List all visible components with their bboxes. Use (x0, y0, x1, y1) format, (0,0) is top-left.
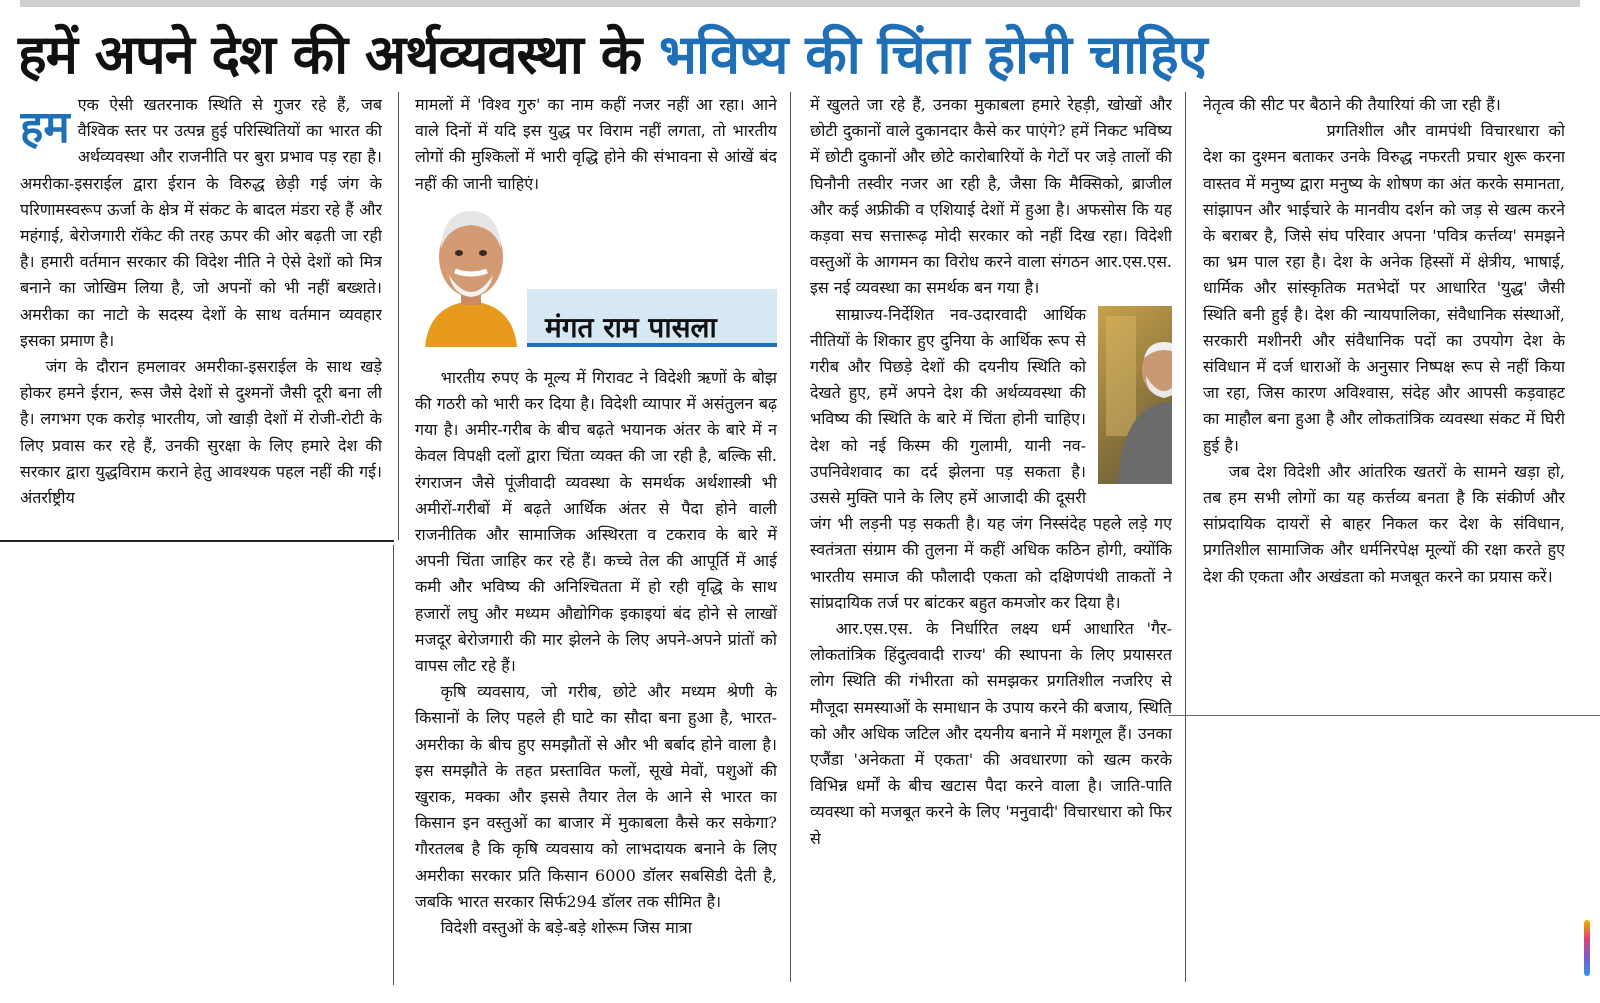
column-rule-1 (398, 92, 399, 540)
paragraph: साम्राज्य-निर्देशित नव-उदारवादी आर्थिक नीतियों के शिकार हुए दुनिया के आर्थिक रूप से गरीब और पिछड़े देशों की दयनीय स्थिति को देखते हुए, हमें अपने देश की अर्थव्यवस्था की भविष्य की स्थिति के बारे में चिंता होनी चाहिए। देश को नई किस्म की गुलामी, यानी नव-उपनिवेशवाद का दर्द झेलना पड़ सकता है। उससे मुक्ति पाने के लिए हमें आजादी की दूसरी जंग भी लड़नी पड़ सकती है। यह जंग निस्संदेह पहले लड़े गए स्वतंत्रता संग्राम की तुलना में कहीं अधिक कठिन होगी, क्योंकि भारतीय समाज की फौलादी एकता को दक्षिणपंथी ताकतों ने सांप्रदायिक तर्ज पर बांटकर बहुत कमजोर कर दिया है। (810, 304, 1172, 612)
paragraph: में खुलते जा रहे हैं, उनका मुकाबला हमारे रेहड़ी, खोखों और छोटी दुकानों वाले दुकानदार कैसे कर पाएंगे? हमें निकट भविष्य में छोटी दुकानों और छोटे कारोबारियों के गेटों पर जड़े तालों की घिनौनी तस्वीर नजर आ रही है, जैसा कि मैक्सिको, ब्राजील और कई अफ्रीकी व एशियाई देशों में हुआ है। अफसोस कि यह कड़वा सच सत्तारूढ़ मोदी सरकार को नहीं दिख रहा। विदेशी वस्तुओं के आगमन का विरोध करने वाला संगठन आर.एस.एस. इस नई व्यवस्था का समर्थक बन गया है। (810, 95, 1172, 298)
headline-part-1: हमें अपने देश की अर्थव्यवस्था के (18, 23, 642, 86)
scroll-indicator (1584, 920, 1590, 976)
leaders-embrace-photo-icon (1098, 306, 1172, 484)
column-rule-1b (393, 545, 394, 985)
paragraph: जंग के दौरान हमलावर अमरीका-इसराईल के साथ खड़े होकर हमने ईरान, रूस जैसे देशों से दुश्मनों जैसी दूरी बना ली है। लगभग एक करोड़ भारतीय, जो खाड़ी देशों में रोजी-रोटी के लिए प्रवास कर रहे हैं, उनकी सुरक्षा के लिए हमारे देश की सरकार द्वारा युद्धविराम कराने हेतु आवश्यक पहल नहीं की गई। अंतर्राष्ट्रीय (20, 357, 382, 508)
paragraph: विदेशी वस्तुओं के बड़े-बड़े शोरूम जिस मात्रा (440, 918, 692, 938)
news-photo (1098, 306, 1172, 484)
article-column-4 (1203, 92, 1565, 712)
drop-cap: हम (20, 102, 70, 153)
headline (18, 20, 1588, 90)
author-byline (415, 197, 777, 357)
article-column-2 (415, 92, 777, 990)
column-rule-3 (1185, 92, 1186, 982)
author-name: मंगत राम पासला (545, 310, 717, 344)
top-rule (20, 0, 1580, 7)
section-rule-right (1168, 715, 1600, 716)
paragraph: कृषि व्यवसाय, जो गरीब, छोटे और मध्यम श्रेणी के किसानों के लिए पहले ही घाटे का सौदा बना हुआ है, भारत-अमरीका के बीच हुए समझौतों से और भी बर्बाद होने वाला है। इस समझौते के तहत प्रस्तावित फलों, सूखे मेवों, पशुओं की खुराक, मक्का और इससे तैयार तेल के आने से भारत का किसान इन वस्तुओं का बाजार में मुकाबला कैसे कर सकेगा? गौरतलब है कि कृषि व्यवसाय को लाभदायक बनाने के लिए अमरीका सरकार प्रति किसान 6000 डॉलर सबसिडी देती है, जबकि भारत सरकार सिर्फ294 डॉलर तक सीमित है। (415, 682, 777, 911)
paragraph: भारतीय रुपए के मूल्य में गिरावट ने विदेशी ऋणों के बोझ की गठरी को भारी कर दिया है। विदेशी व्यापार में असंतुलन बढ़ गया है। अमीर-गरीब के बीच बढ़ते भयानक अंतर के बारे में न केवल विपक्षी दलों द्वारा चिंता व्यक्त की जा रही है, बल्कि सी. रंगराजन जैसे पूंजीवादी व्यवस्था के समर्थक अर्थशास्त्री भी अमीरों-गरीबों में बढ़ते आर्थिक अंतर से पैदा होने वाली राजनीतिक और सामाजिक अस्थिरता व टकराव के बारे में अपनी चिंता जाहिर कर रहे हैं। कच्चे तेल की आपूर्ति में आई कमी और भविष्य की अनिश्चितता में हो रही वृद्धि के साथ हजारों लघु और मध्यम औद्योगिक इकाइयां बंद होने से लाखों मजदूर बेरोजगारी की मार झेलने के लिए अपने-अपने प्रांतों को वापस लौट रहे हैं। (415, 367, 777, 676)
paragraph: एक ऐसी खतरनाक स्थिति से गुजर रहे हैं, जब वैश्विक स्तर पर उत्पन्न हुई परिस्थितियों का भारत की अर्थव्यवस्था और राजनीति पर बुरा प्रभाव पड़ रहा है। अमरीका-इसराईल द्वारा ईरान के विरुद्ध छेड़ी गई जंग के परिणामस्वरूप ऊर्जा के क्षेत्र में संकट के बादल मंडरा रहे हैं और महंगाई, बेरोजगारी रॉकेट की तरह ऊपर की ओर बढ़ती जा रही है। हमारी वर्तमान सरकार की विदेश नीति ने ऐसे देशों को मित्र बनाने का जोखिम लिया है, जो अपनों को भी नहीं बख्शते। अमरीका का नाटो के सदस्य देशों के साथ वर्तमान व्यवहार इसका प्रमाण है। (20, 95, 382, 350)
column-rule-2 (790, 92, 791, 982)
article-column-1 (20, 92, 382, 538)
author-portrait-icon (415, 197, 527, 347)
paragraph: मामलों में 'विश्व गुरु' का नाम कहीं नजर नहीं आ रहा। आने वाले दिनों में यदि इस युद्ध पर विराम नहीं लगता, तो भारतीय लोगों की मुश्किलों में भारी वृद्धि होने की संभावना से आंखें बंद नहीं की जानी चाहिएं। (415, 95, 777, 193)
paragraph: नेतृत्व की सीट पर बैठाने की तैयारियां की जा रही हैं। (1203, 95, 1501, 114)
headline-part-2: भविष्य की चिंता होनी चाहिए (659, 23, 1207, 86)
article-column-3 (810, 92, 1172, 990)
paragraph: आर.एस.एस. के निर्धारित लक्ष्य धर्म आधारित 'गैर-लोकतांत्रिक हिंदुत्ववादी राज्य' की स्थापना के लिए प्रयासरत लोग स्थिति की गंभीरता को समझकर प्रगतिशील नजरिए से मौजूदा समस्याओं के समाधान के उपाय करने की बजाय, स्थिति को और अधिक जटिल और दयनीय बनाने में मशगूल हैं। उनका एजैंडा 'अनेकता में एकता' की अवधारणा को खत्म करके विभिन्न धर्मों के बीच खटास पैदा करने वाला है। जाति-पाति व्यवस्था को मजबूत करने के लिए 'मनुवादी' विचारधारा को फिर से (810, 619, 1172, 848)
section-rule-left (0, 540, 394, 542)
paragraph: जब देश विदेशी और आंतरिक खतरों के सामने खड़ा हो, तब हम सभी लोगों का यह कर्त्तव्य बनता है कि संकीर्ण और सांप्रदायिक दायरों से बाहर निकल कर देश के संविधान, प्रगतिशील सामाजिक और धर्मनिरपेक्ष मूल्यों की रक्षा करते हुए देश की एकता और अखंडता को मजबूत करने का प्रयास करें। (1203, 461, 1565, 586)
paragraph: प्रगतिशील और वामपंथी विचारधारा को देश का दुश्मन बताकर उनके विरुद्ध नफरती प्रचार शुरू करना वास्तव में मनुष्य द्वारा मनुष्य के शोषण का अंत करके समानता, सांझापन और भाईचारे के मानवीय दर्शन को जड़ से खत्म करने के बराबर है, जिसे संघ परिवार अपना 'पवित्र कर्त्तव्य' समझने का भ्रम पाल रहा है। देश के अनेक हिस्सों में क्षेत्रीय, भाषाई, धार्मिक और सांस्कृतिक मतभेदों पर आधारित 'युद्ध' जैसी स्थिति बनी हुई है। देश की न्यायपालिका, संवैधानिक संस्थाओं, सरकारी मशीनरी और संवैधानिक पदों का उपयोग देश के संविधान में दर्ज धाराओं के अनुसार निष्पक्ष रूप से नहीं किया जा रहा, जिस कारण अविश्वास, संदेह और आपसी कड़वाहट का माहौल बना हुआ है और लोकतांत्रिक व्यवस्था संकट में घिरी हुई है। (1203, 121, 1565, 455)
spacer (1203, 118, 1301, 119)
